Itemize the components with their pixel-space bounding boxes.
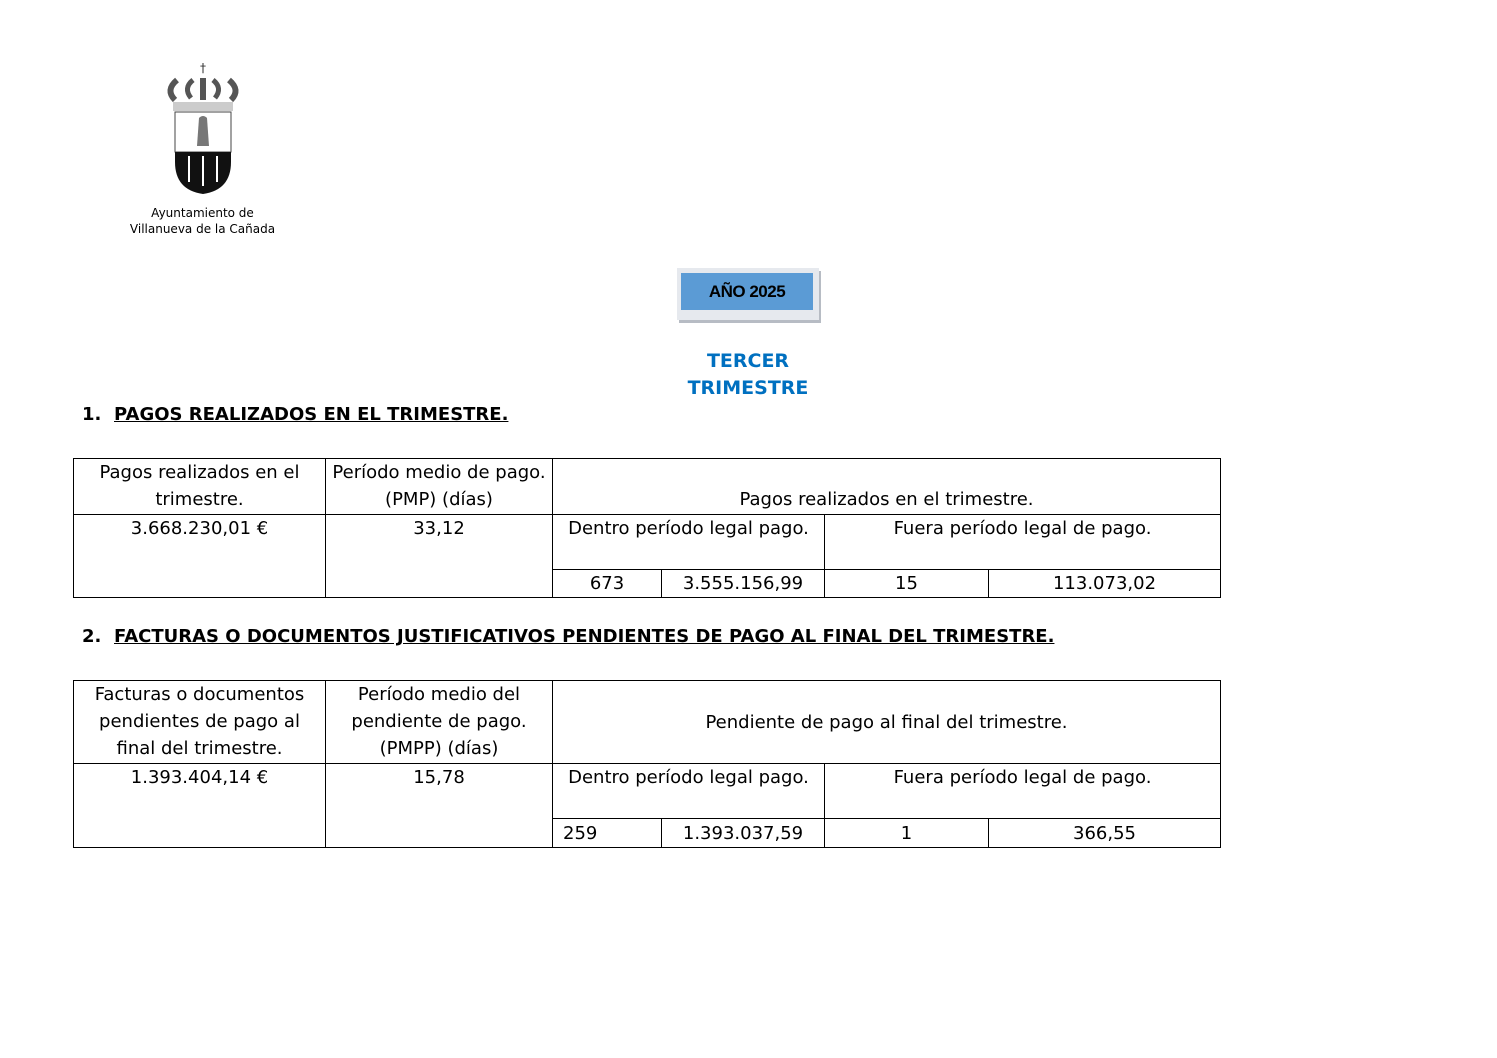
pmp-value: 33,12 — [326, 515, 553, 598]
year-badge — [677, 268, 819, 320]
header-pending-breakdown: Pendiente de pago al final del trimestre. — [553, 681, 1221, 764]
section1-title: PAGOS REALIZADOS EN EL TRIMESTRE. — [114, 404, 509, 425]
pmpp-value: 15,78 — [326, 764, 553, 848]
within-legal-period-label: Dentro período legal pago. — [553, 764, 825, 819]
outside-legal-period-label: Fuera período legal de pago. — [825, 764, 1221, 819]
within-count: 673 — [553, 570, 662, 598]
within-amount: 1.393.037,59 — [662, 819, 825, 848]
quarter-line1: TERCER — [706, 350, 790, 372]
outside-legal-period-label: Fuera período legal de pago. — [825, 515, 1221, 570]
within-count: 259 — [553, 819, 662, 848]
svg-text:†: † — [199, 61, 206, 75]
quarter-line2: TRIMESTRE — [687, 377, 809, 399]
within-amount: 3.555.156,99 — [662, 570, 825, 598]
pending-total-value: 1.393.404,14 € — [74, 764, 326, 848]
payments-table — [73, 458, 1221, 598]
coat-of-arms-icon — [163, 60, 243, 195]
municipal-logo — [120, 60, 285, 237]
within-legal-period-label: Dentro período legal pago. — [553, 515, 825, 570]
outside-count: 1 — [825, 819, 989, 848]
header-pending-total: Facturas o documentos pendientes de pago al final del trimestre. — [74, 681, 326, 764]
header-pmpp: Período medio del pendiente de pago. (PMPP) (días) — [326, 681, 553, 764]
outside-amount: 366,55 — [989, 819, 1221, 848]
header-payments-breakdown: Pagos realizados en el trimestre. — [553, 459, 1221, 515]
org-name-line2: Villanueva de la Cañada — [129, 222, 276, 236]
section2-heading — [82, 626, 1054, 647]
pending-invoices-table — [73, 680, 1221, 848]
outside-amount: 113.073,02 — [989, 570, 1221, 598]
total-payments-value: 3.668.230,01 € — [74, 515, 326, 598]
org-name-line1: Ayuntamiento de — [151, 206, 254, 220]
outside-count: 15 — [825, 570, 989, 598]
year-label: AÑO 2025 — [681, 273, 813, 310]
header-total-payments: Pagos realizados en el trimestre. — [74, 459, 326, 515]
header-pmp: Período medio de pago. (PMP) (días) — [326, 459, 553, 515]
quarter-title — [648, 348, 848, 402]
section2-number: 2. — [82, 626, 102, 647]
section2-title: FACTURAS O DOCUMENTOS JUSTIFICATIVOS PENDIENTES DE PAGO AL FINAL DEL TRIMESTRE. — [114, 626, 1055, 647]
section1-heading — [82, 404, 508, 425]
section1-number: 1. — [82, 404, 102, 425]
